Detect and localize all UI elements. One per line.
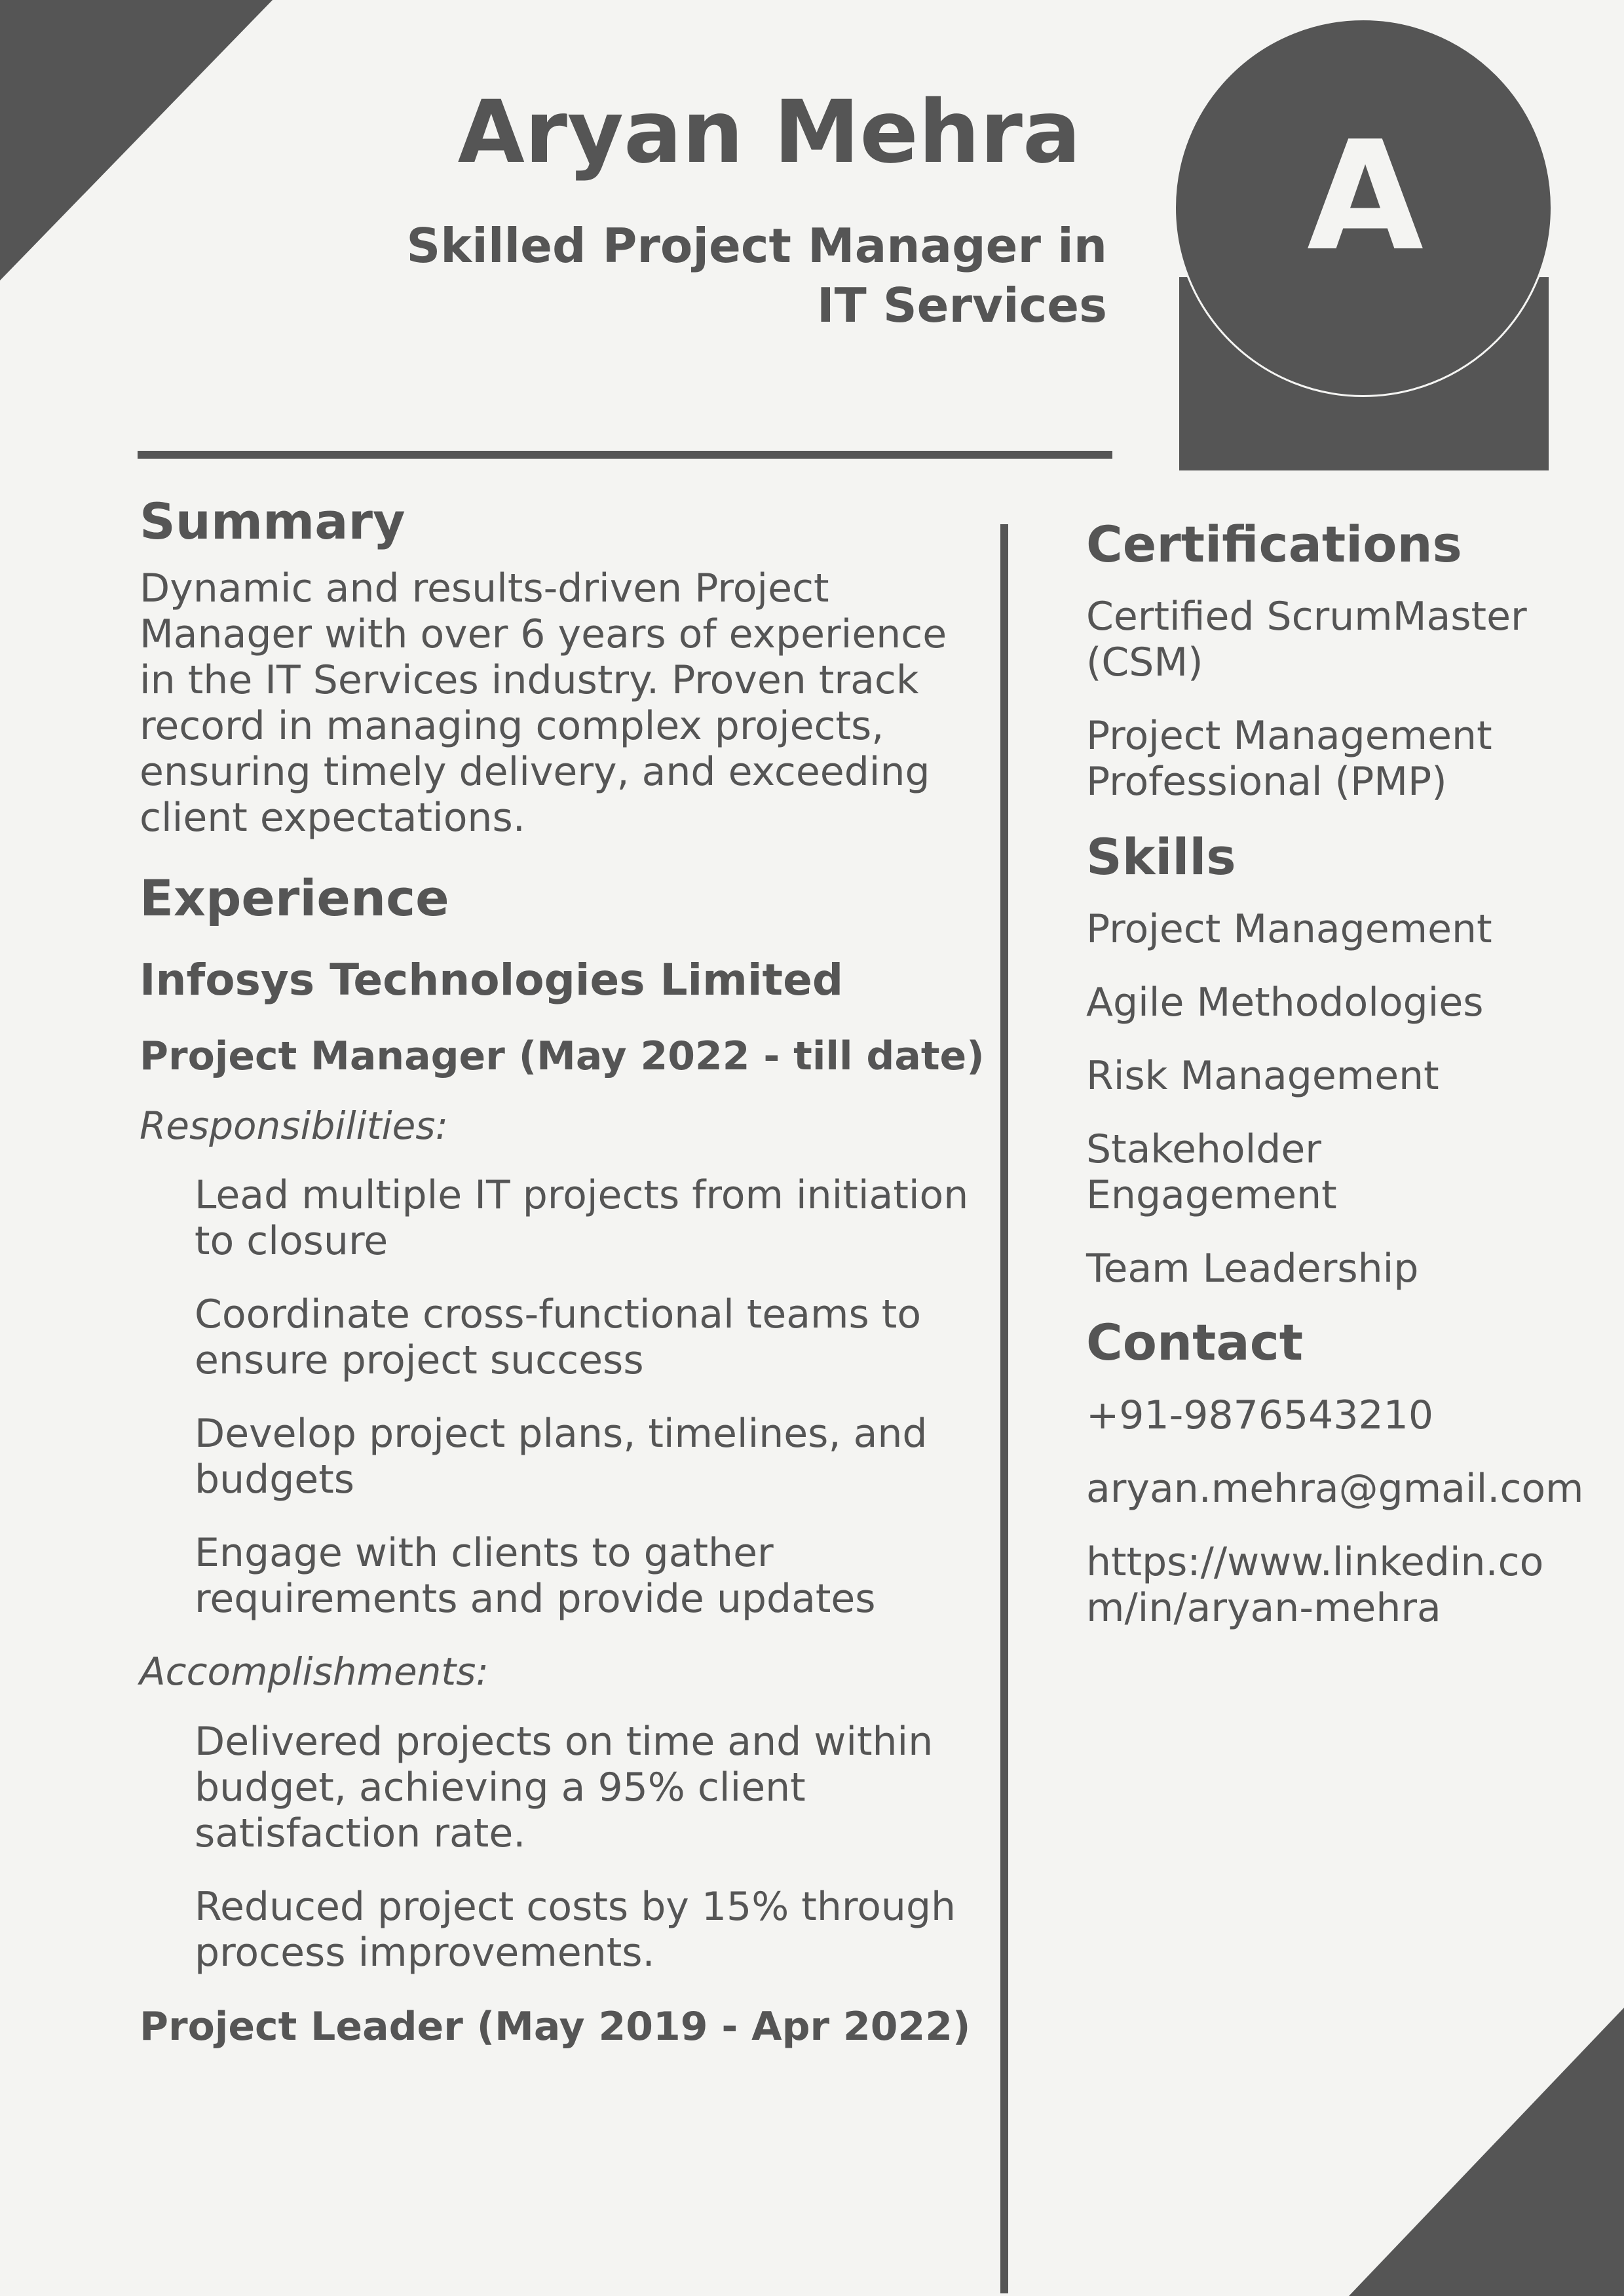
list-item: Certified ScrumMaster (CSM) [1086,594,1527,686]
list-item: Risk Management [1086,1053,1439,1100]
candidate-name: Aryan Mehra [457,82,1081,183]
skills-list [1086,906,1584,1292]
skills-section [1086,827,1584,1292]
summary-heading: Summary [140,492,406,550]
skills-heading: Skills [1086,828,1236,887]
role-title: Project Leader (May 2019 - Apr 2022) [140,2003,971,2050]
accomplishments-list [140,1719,985,1976]
bottom-right-corner-triangle [1349,2008,1624,2296]
contact-heading: Contact [1086,1313,1304,1372]
list-item: Delivered projects on time and within budget, achieving a 95% client satisfaction rate. [195,1718,934,1856]
list-item: Project Management [1086,906,1492,953]
experience-section [140,868,985,2050]
list-item: Coordinate cross-functional teams to ensure project success [195,1292,922,1384]
list-item: Develop project plans, timelines, and budgets [195,1411,928,1503]
job-title: Skilled Project Manager in IT Services [406,218,1107,333]
company-name: Infosys Technologies Limited [140,955,844,1006]
list-item: Engage with clients to gather requirements and provide updates [195,1530,876,1622]
email-address[interactable]: aryan.mehra@gmail.com [1086,1465,1584,1512]
list-item: Reduced project costs by 15% through process improvements. [195,1883,956,1976]
phone-number: +91-9876543210 [1086,1392,1434,1438]
list-item: Lead multiple IT projects from initiation to closure [195,1172,969,1265]
contact-list [1086,1392,1584,1631]
accomplishments-label: Accomplishments: [140,1649,489,1694]
list-item: Project Management Professional (PMP) [1086,713,1492,805]
right-column [1086,514,1584,1658]
responsibilities-list [140,1172,985,1622]
list-item: Stakeholder Engagement [1086,1126,1337,1219]
top-left-corner-triangle [0,0,275,282]
avatar-initial: A [1306,109,1424,284]
list-item: Team Leadership [1086,1246,1419,1292]
summary-section [140,491,985,841]
certifications-section [1086,514,1584,805]
column-divider [1000,524,1008,2293]
contact-section [1086,1312,1584,1630]
header-divider [138,451,1112,459]
certifications-heading: Certifications [1086,515,1462,573]
responsibilities-label: Responsibilities: [140,1103,449,1148]
avatar-circle [1174,18,1553,397]
summary-text: Dynamic and results-driven Project Manager with over 6 years of experience in the IT Services industry. Proven track record in managing complex projects, ensuring timely delivery, and exceeding client expectations. [140,565,947,841]
list-item: Agile Methodologies [1086,980,1484,1026]
linkedin-link[interactable]: https://www.linkedin.com/in/aryan-mehra [1086,1539,1544,1631]
role-title: Project Manager (May 2022 - till date) [140,1033,985,1079]
certifications-list [1086,594,1584,805]
experience-heading: Experience [140,869,449,928]
avatar [1174,18,1560,452]
left-column [140,491,985,2074]
